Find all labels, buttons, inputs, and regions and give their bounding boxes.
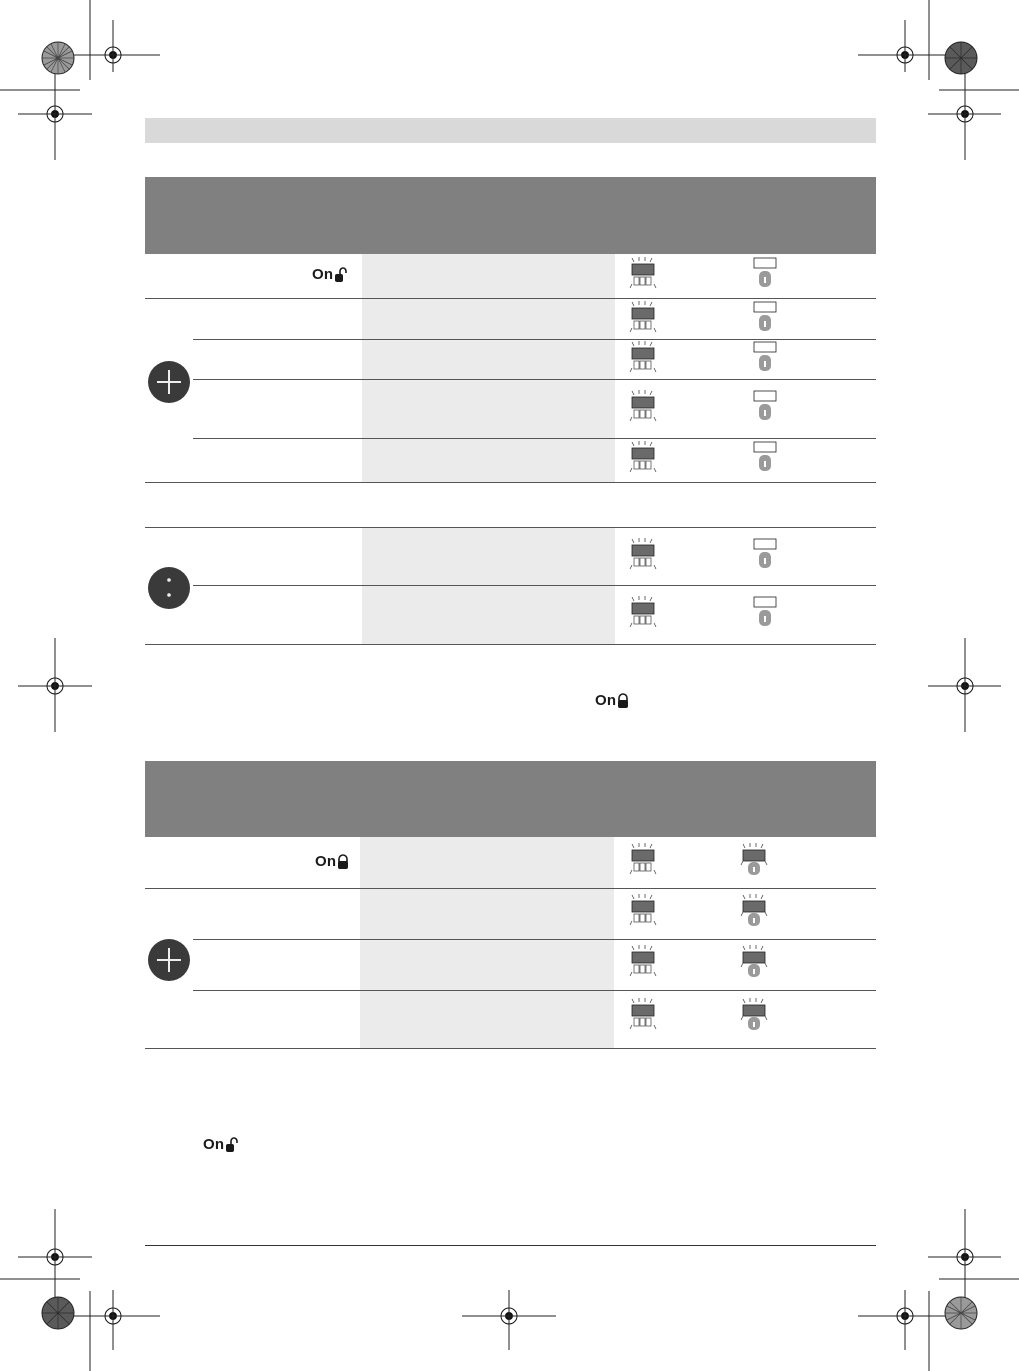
table-2-shaded-column bbox=[360, 837, 614, 1048]
lock-indicator-icon bbox=[750, 340, 780, 376]
lock-indicator-icon bbox=[739, 842, 769, 878]
rule bbox=[193, 939, 876, 940]
battery-indicator-icon bbox=[628, 842, 658, 876]
closed-padlock-icon bbox=[336, 854, 350, 870]
on-locked-note bbox=[595, 692, 630, 709]
battery-indicator-icon bbox=[628, 537, 658, 571]
lock-indicator-icon bbox=[739, 997, 769, 1033]
battery-indicator-icon bbox=[628, 256, 658, 290]
battery-indicator-icon bbox=[628, 389, 658, 423]
rule bbox=[145, 644, 876, 645]
rule bbox=[145, 298, 876, 299]
plus-icon bbox=[148, 361, 190, 403]
menu-button bbox=[148, 567, 190, 609]
battery-indicator-icon bbox=[628, 893, 658, 927]
table-2-header bbox=[145, 761, 876, 837]
lock-indicator-icon bbox=[739, 893, 769, 929]
on-locked-label bbox=[315, 853, 350, 870]
rule bbox=[193, 585, 876, 586]
open-padlock-icon bbox=[224, 1137, 240, 1153]
closed-padlock-icon bbox=[616, 693, 630, 709]
rule bbox=[193, 438, 876, 439]
battery-indicator-icon bbox=[628, 944, 658, 978]
rule bbox=[145, 527, 876, 528]
rule bbox=[193, 379, 876, 380]
plus-button bbox=[148, 939, 190, 981]
color-wheel-mark-icon bbox=[41, 1296, 75, 1330]
rule bbox=[145, 888, 876, 889]
on-text: On bbox=[315, 853, 337, 870]
lock-indicator-icon bbox=[750, 440, 780, 476]
color-wheel-mark-icon bbox=[944, 1296, 978, 1330]
plus-icon bbox=[148, 939, 190, 981]
battery-indicator-icon bbox=[628, 300, 658, 334]
page-header-band bbox=[145, 118, 876, 143]
lock-indicator-icon bbox=[739, 944, 769, 980]
on-unlocked-footer bbox=[203, 1136, 240, 1153]
on-text: On bbox=[595, 692, 617, 709]
rule bbox=[193, 990, 876, 991]
table-1-shaded-column bbox=[362, 254, 615, 482]
battery-indicator-icon bbox=[628, 440, 658, 474]
open-padlock-icon bbox=[333, 267, 349, 283]
lock-indicator-icon bbox=[750, 300, 780, 336]
on-text: On bbox=[203, 1136, 225, 1153]
on-text: On bbox=[312, 266, 334, 283]
battery-indicator-icon bbox=[628, 997, 658, 1031]
lock-indicator-icon bbox=[750, 256, 780, 292]
lock-indicator-icon bbox=[750, 389, 780, 425]
color-wheel-mark-icon bbox=[41, 41, 75, 75]
rule bbox=[145, 1048, 876, 1049]
battery-indicator-icon bbox=[628, 340, 658, 374]
lock-indicator-icon bbox=[750, 595, 780, 631]
plus-button bbox=[148, 361, 190, 403]
table-1-header bbox=[145, 177, 876, 254]
page-footer-rule bbox=[145, 1245, 876, 1246]
color-wheel-mark-icon bbox=[944, 41, 978, 75]
dots-icon bbox=[148, 567, 190, 609]
on-unlocked-label bbox=[312, 266, 349, 283]
battery-indicator-icon bbox=[628, 595, 658, 629]
lock-indicator-icon bbox=[750, 537, 780, 573]
rule bbox=[145, 482, 876, 483]
